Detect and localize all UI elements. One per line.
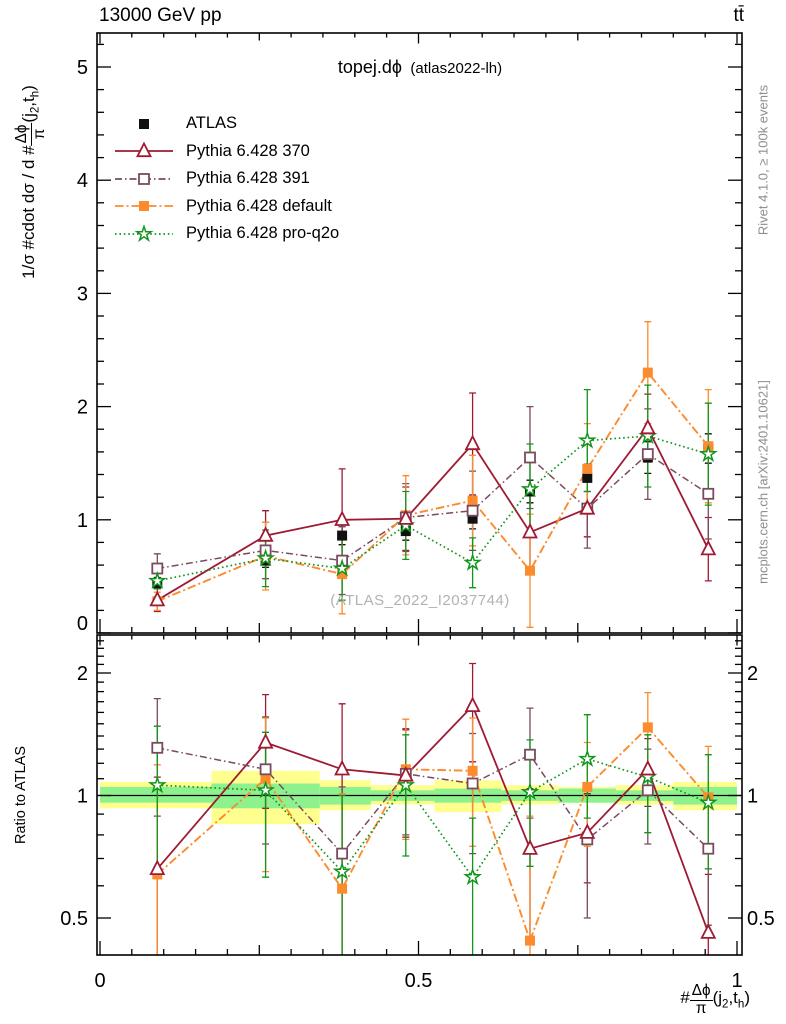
observable-name: topej.dϕ [337,57,402,77]
mcplots-reference-note: mcplots.cern.ch [arXiv:2401.10621] [755,380,771,584]
process-label: tt̄ [733,5,744,26]
atlas-marker-icon [112,114,176,134]
y-title-part: (j [19,113,39,123]
error-bars-main [154,393,712,612]
error-bars-ratio [154,715,712,1009]
legend-item-pythia-391 [112,165,339,193]
main-y-tick-label: 4 [76,170,88,193]
x-title-part: (j [712,988,723,1008]
pythia-pro-q2o-marker-icon [112,224,176,244]
series-markers-main [152,444,713,589]
legend-marker-glyph [112,141,176,161]
series-markers-main [152,368,713,607]
x-title-part: ,t [728,988,738,1008]
error-bars-ratio [154,699,712,962]
series-markers-main [151,421,715,606]
ratio-y-tick-label: 0.5 [60,908,88,930]
legend-item-pythia-370 [112,138,339,166]
plot-title [170,57,670,78]
analysis-id-watermark: (ATLAS_2022_I2037744) [330,592,510,609]
series-markers-main [152,449,713,573]
rivet-version-note: Rivet 4.1.0, ≥ 100k events [755,84,771,236]
y-title-subscript: 2 [29,106,42,114]
legend-item-pythia-pro-q2o [112,220,339,248]
legend-label: ATLAS [186,114,238,133]
legend-marker-glyph [112,196,176,216]
x-title-part: ) [744,988,750,1008]
y-title-subscript: h [29,90,42,98]
fraction-numerator: Δϕ [12,124,30,144]
main-y-axis-title [14,85,48,279]
pythia-370-marker-icon [112,141,176,161]
delta-phi-over-pi-fraction [690,983,713,1017]
uncertainty-bands [100,771,737,824]
x-title-subscript: h [737,998,745,1011]
legend-marker-glyph [112,114,176,134]
pythia-391-marker-icon [112,169,176,189]
y-title-part: ,t [19,97,39,107]
error-bars-main [154,407,712,595]
legend-marker-glyph [112,169,176,189]
main-y-tick-label: 5 [76,57,88,79]
main-y-tick-label: 2 [76,396,88,419]
ratio-y-tick-label-right: 1 [747,785,759,808]
main-y-tick-label: 1 [76,509,88,532]
legend-marker-glyph [112,224,176,244]
ratio-y-axis-title: Ratio to ATLAS [13,745,29,845]
error-bars-ratio [154,664,712,1024]
legend-label: Pythia 6.428 default [186,196,332,215]
y-title-part: ) [19,85,39,91]
series-line-ratio [157,727,708,940]
x-tick-label: 0.5 [404,970,433,992]
fraction-numerator: Δϕ [691,982,711,999]
legend-label: Pythia 6.428 391 [186,169,310,188]
error-bars-ratio [154,693,712,1024]
ratio-y-tick-label: 1 [76,785,88,808]
x-tick-label: 1 [731,970,743,992]
x-tick-label: 0 [94,970,106,992]
ratio-y-tick-label-right: 0.5 [747,908,775,930]
series-markers-ratio [152,722,713,945]
x-title-part: # [680,988,690,1008]
series-line-main [157,373,708,602]
legend-item-atlas [112,110,339,138]
ratio-y-tick-label: 2 [76,663,88,685]
delta-phi-over-pi-fraction [14,123,48,146]
legend [112,110,339,248]
pythia-default-marker-icon [112,196,176,216]
fraction-denominator: π [695,999,707,1017]
legend-item-pythia-default [112,193,339,221]
main-y-tick-label: 0 [76,613,88,635]
legend-label: Pythia 6.428 pro-q2o [186,224,340,243]
x-title-subscript: 2 [722,998,729,1011]
y-title-part: 1/σ #cdot dσ / d # [19,145,39,279]
ratio-y-tick-label-right: 2 [747,663,759,685]
beam-energy-label: 13000 GeV pp [99,5,222,26]
error-bars-main [154,322,712,628]
legend-label: Pythia 6.428 370 [186,141,310,160]
main-y-tick-label: 3 [76,283,88,306]
analysis-tag: (atlas2022-lh) [410,60,503,77]
x-axis-title [540,983,750,1017]
fraction-denominator: π [30,128,48,140]
error-bars-main [154,434,712,589]
